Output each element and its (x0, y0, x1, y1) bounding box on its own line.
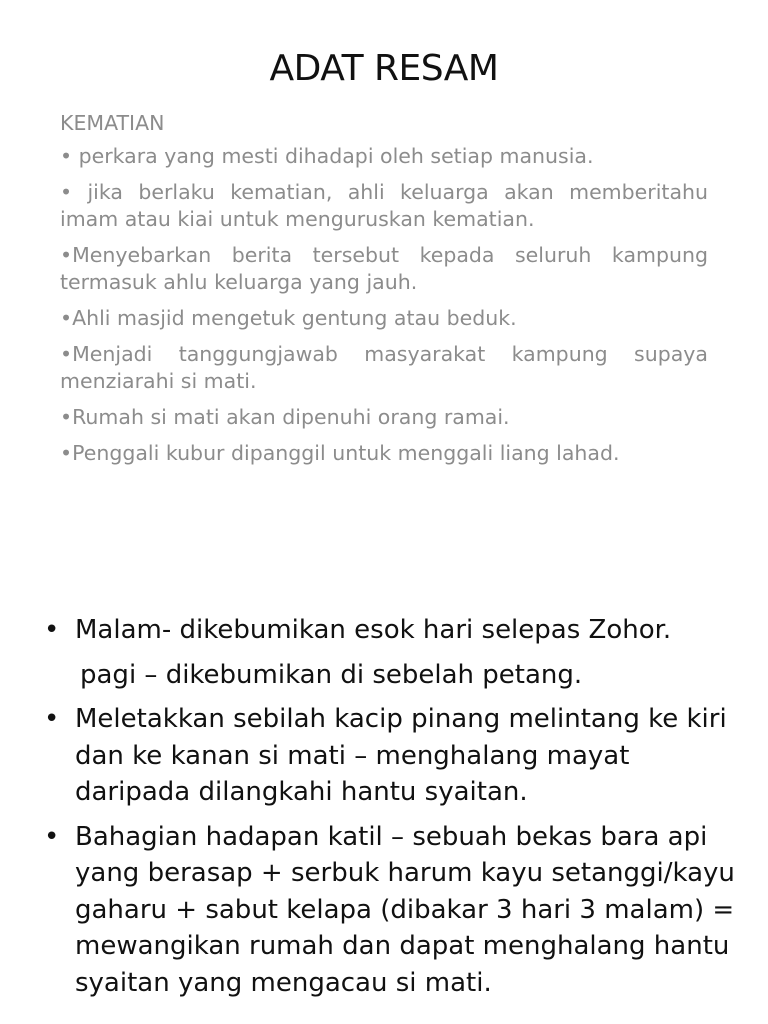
bullet-text: Bahagian hadapan katil – sebuah bekas bara api yang berasap + serbuk harum kayu setanggi/kayu gaharu + sabut kelapa (dibakar 3 hari 3 malam) = mewangikan rumah dan dapat menghalang hantu syaitan yang mengacau si mati. (75, 821, 735, 998)
bullet-item: •Menjadi tanggungjawab masyarakat kampung supaya menziarahi si mati. (60, 342, 708, 393)
section-heading: KEMATIAN (60, 111, 165, 135)
bullet-item: •Rumah si mati akan dipenuhi orang ramai. (60, 405, 510, 429)
bullet-item (44, 701, 744, 811)
bullet-item (44, 819, 744, 1002)
bullet-item: • perkara yang mesti dihadapi oleh setiap manusia. (60, 144, 594, 168)
bullet-icon: • (44, 704, 60, 734)
bullet-icon: • (44, 821, 60, 852)
bullet-item: • jika berlaku kematian, ahli keluarga akan memberitahu imam atau kiai untuk menguruskan kematian. (60, 180, 708, 231)
slide-title: ADAT RESAM (269, 48, 499, 89)
slide-1-body (60, 110, 708, 476)
bullet-item: •Menyebarkan berita tersebut kepada seluruh kampung termasuk ahlu keluarga yang jauh. (60, 243, 708, 294)
bullet-item: •Ahli masjid mengetuk gentung atau beduk. (60, 306, 517, 330)
bullet-continuation: pagi – dikebumikan di sebelah petang. (80, 659, 583, 690)
slide-2 (0, 600, 768, 1024)
bullet-item: •Penggali kubur dipanggil untuk menggali liang lahad. (60, 441, 620, 465)
slide-2-list (44, 612, 744, 1009)
bullet-text: Meletakkan sebilah kacip pinang melintang ke kiri dan ke kanan si mati – menghalang mayat daripada dilangkahi hantu syaitan. (75, 704, 727, 807)
bullet-icon: • (44, 615, 60, 645)
bullet-item (44, 612, 744, 649)
bullet-text: Malam- dikebumikan esok hari selepas Zohor. (75, 615, 672, 645)
